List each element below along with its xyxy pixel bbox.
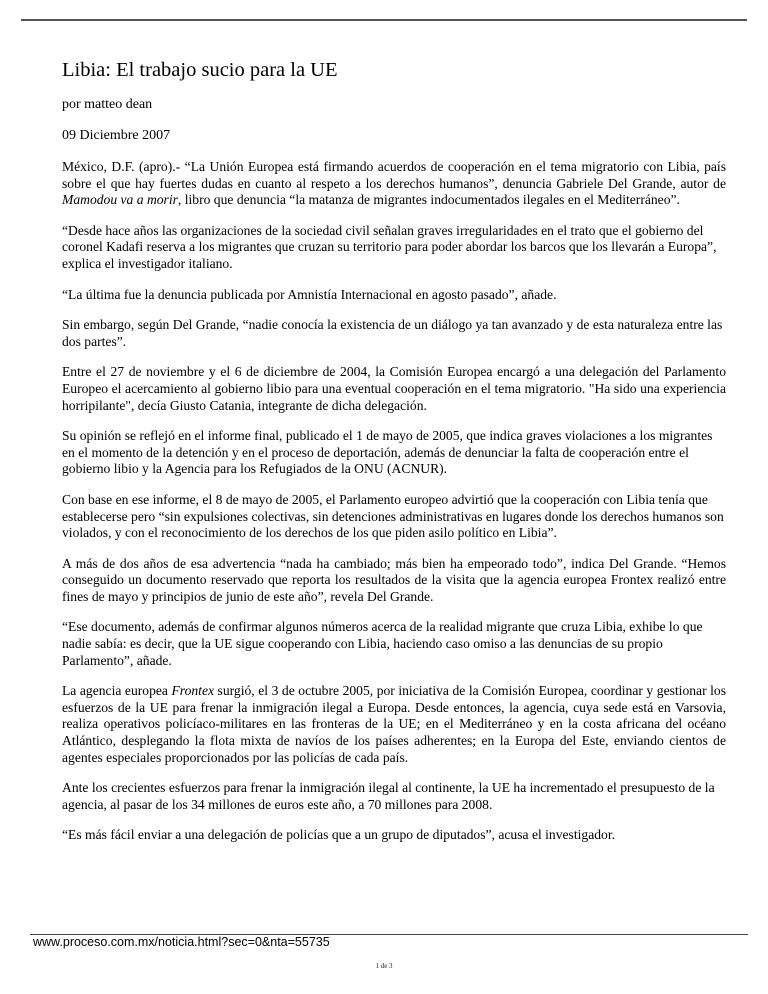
article-date: 09 Diciembre 2007: [62, 128, 171, 143]
paragraph-12: “Es más fácil enviar a una delegación de policías que a un grupo de diputados”, acusa el investigador.: [62, 827, 615, 843]
paragraph-10: [62, 683, 726, 766]
header-rule: [21, 19, 747, 21]
paragraph-10-text-b: surgió, el 3 de octubre 2005, por iniciativa de la Comisión Europea, coordinar y gestionar los esfuerzos de la UE para frenar la inmigración ilegal a Europa. Desde entonces, la agencia, cuya sede está en Varsovia, realiza operativos policíaco-militares en las fronteras de la UE; en el Mediterráneo y en la costa africana del océano Atlántico, desplegando la flota mixta de navíos de los países adherentes; en la Europa del Este, enviando cientos de agentes especiales proporcionados por las policías de cada país.: [62, 683, 726, 765]
paragraph-10-text-a: La agencia europea: [62, 683, 172, 699]
paragraph-11: Ante los crecientes esfuerzos para frenar la inmigración ilegal al continente, la UE ha incrementado el presupuesto de la agencia, al pasar de los 34 millones de euros este año, a 70 millones para 2008.: [62, 780, 715, 812]
paragraph-1-text-a: México, D.F. (apro).- “La Unión Europea está firmando acuerdos de cooperación en el tema migratorio con Libia, país sobre el que hay fuertes dudas en cuanto al respeto a los derechos humanos”, denuncia Gabriele Del Grande, autor de: [62, 159, 726, 191]
paragraph-2: “Desde hace años las organizaciones de la sociedad civil señalan graves irregularidades en el trato que el gobierno del coronel Kadafi reserva a los migrantes que cruzan su territorio para poder abordar los barcos que los llevarán a Europa”, explica el investigador italiano.: [62, 222, 717, 271]
paragraph-8: A más de dos años de esa advertencia “nada ha cambiado; más bien ha empeorado todo”, indica Del Grande. “Hemos conseguido un documento reservado que reporta los resultados de la visita que la agencia europea Frontex realizó entre fines de mayo y principios de junio de este año”, revela Del Grande.: [62, 555, 726, 604]
page-indicator: 1 de 3: [375, 962, 393, 970]
paragraph-1: [62, 159, 726, 209]
paragraph-1-text-b: , libro que denuncia “la matanza de migrantes indocumentados ilegales en el Mediterráneo”.: [177, 192, 680, 208]
paragraph-4: Sin embargo, según Del Grande, “nadie conocía la existencia de un diálogo ya tan avanzado y de esta naturaleza entre las dos partes”.: [62, 317, 723, 349]
paragraph-3: “La última fue la denuncia publicada por Amnistía Internacional en agosto pasado”, añade.: [62, 286, 557, 302]
paragraph-7: Con base en ese informe, el 8 de mayo de 2005, el Parlamento europeo advirtió que la cooperación con Libia tenía que establecerse pero “sin expulsiones colectivas, sin detenciones administrativas en lugares donde los derechos humanos son violados, y con el reconocimiento de los derechos de los que piden asilo político en Libia”.: [62, 491, 724, 541]
paragraph-5: Entre el 27 de noviembre y el 6 de diciembre de 2004, la Comisión Europea encargó a una delegación del Parlamento Europeo el acercamiento al gobierno libio para una eventual cooperación en el tema migratorio. "Ha sido una experiencia horripilante", decía Giusto Catania, integrante de dicha delegación.: [62, 364, 726, 413]
agency-name: Frontex: [171, 683, 215, 699]
article: [62, 58, 726, 858]
source-url[interactable]: www.proceso.com.mx/noticia.html?sec=0&nta=55735: [33, 935, 330, 949]
author-line: por matteo dean: [62, 97, 153, 112]
paragraph-6: Su opinión se reflejó en el informe final, publicado el 1 de mayo de 2005, que indica graves violaciones a los migrantes en el momento de la detención y en el proceso de deportación, además de denunciar la falta de cooperación entre el gobierno libio y la Agencia para los Refugiados de la ONU (ACNUR).: [62, 428, 713, 477]
paragraph-9: “Ese documento, además de confirmar algunos números acerca de la realidad migrante que cruza Libia, exhibe lo que nadie sabía: es decir, que la UE sigue cooperando con Libia, haciendo caso omiso a las denuncias de su propio Parlamento”, añade.: [62, 619, 703, 668]
book-title: Mamodou va a morir: [62, 192, 178, 208]
article-title: Libia: El trabajo sucio para la UE: [62, 59, 338, 81]
